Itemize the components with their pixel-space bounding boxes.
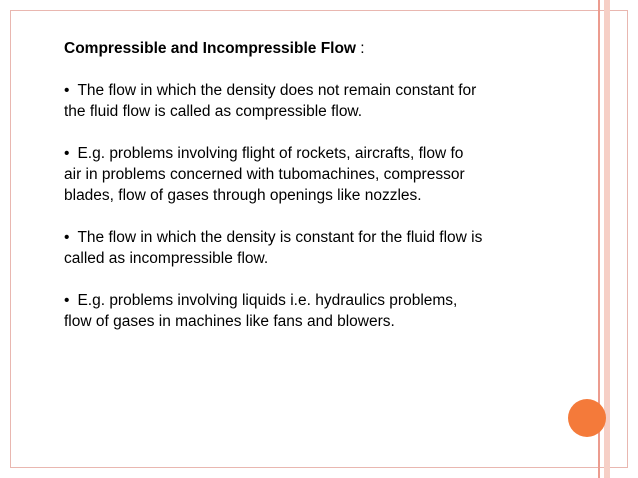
bullet-marker: • <box>64 292 70 309</box>
bullet-text: E.g. problems involving liquids i.e. hydraulics problems, flow of gases in machines like fans and blowers. <box>64 292 458 330</box>
bullet-point <box>64 290 484 332</box>
slide-content <box>64 38 484 332</box>
slide-heading <box>64 38 484 59</box>
bullet-text: E.g. problems involving flight of rockets, aircrafts, flow fo air in problems concerned with tubomachines, compressor blades, flow of gases through openings like nozzles. <box>64 145 465 204</box>
bullet-point <box>64 227 484 269</box>
bullet-text: The flow in which the density is constant for the fluid flow is called as incompressible flow. <box>64 229 483 267</box>
bullet-marker: • <box>64 229 70 246</box>
bullet-marker: • <box>64 82 70 99</box>
bullet-point <box>64 143 484 206</box>
bullet-point <box>64 80 484 122</box>
accent-bar-light <box>604 0 610 478</box>
heading-title: Compressible and Incompressible Flow <box>64 40 356 57</box>
bullet-text: The flow in which the density does not remain constant for the fluid flow is called as compressible flow. <box>64 82 477 120</box>
bullet-marker: • <box>64 145 70 162</box>
decorative-circle <box>568 399 606 437</box>
heading-suffix: : <box>356 40 365 57</box>
